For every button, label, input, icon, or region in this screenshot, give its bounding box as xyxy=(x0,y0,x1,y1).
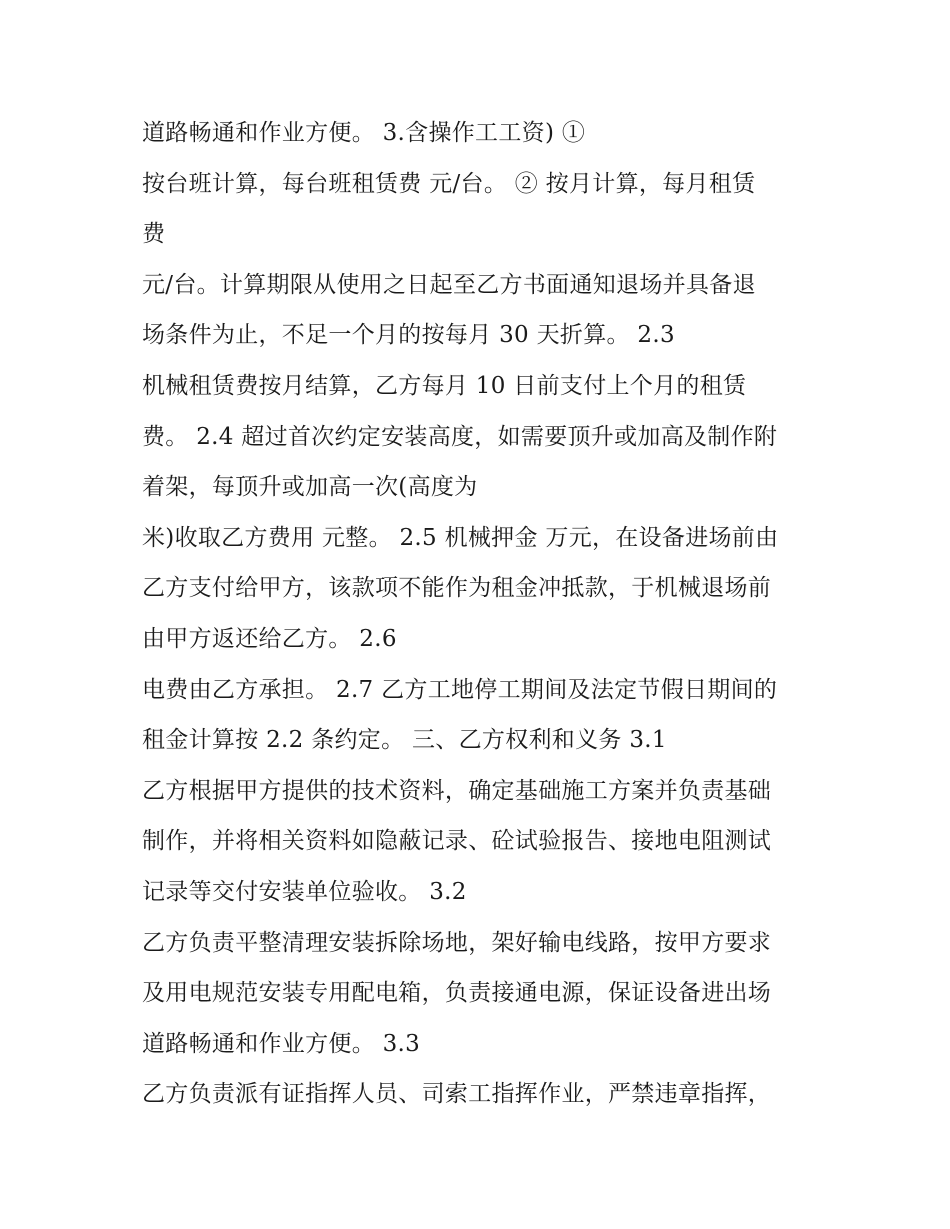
text-line: 费。 2.4 超过首次约定安装高度，如需要顶升或加高及制作附 xyxy=(142,423,778,450)
text-line: 机械租赁费按月结算，乙方每月 10 日前支付上个月的租赁 xyxy=(142,372,747,399)
text-line: 租金计算按 2.2 条约定。 三、乙方权利和义务 3.1 xyxy=(142,727,667,754)
text-line: 记录等交付安装单位验收。 3.2 xyxy=(142,878,467,905)
text-line: 由甲方返还给乙方。 2.6 xyxy=(142,625,397,652)
text-line: 电费由乙方承担。 2.7 乙方工地停工期间及法定节假日期间的 xyxy=(142,676,778,703)
text-line: 乙方根据甲方提供的技术资料，确定基础施工方案并负责基础 xyxy=(142,777,772,804)
text-line: 费 xyxy=(142,221,166,248)
text-line: 乙方支付给甲方，该款项不能作为租金冲抵款，于机械退场前 xyxy=(142,575,772,602)
text-line: 着架，每顶升或加高一次(高度为 xyxy=(142,474,478,501)
text-line: 场条件为止，不足一个月的按每月 30 天折算。 2.3 xyxy=(142,322,675,349)
text-line: 制作，并将相关资料如隐蔽记录、砼试验报告、接地电阻测试 xyxy=(142,828,772,855)
text-line: 元/台。计算期限从使用之日起至乙方书面通知退场并具备退 xyxy=(142,271,756,298)
text-line: 米)收取乙方费用 元整。 2.5 机械押金 万元，在设备进场前由 xyxy=(142,524,779,551)
text-line: 道路畅通和作业方便。 3.3 xyxy=(142,1030,421,1057)
document-body xyxy=(142,108,822,1120)
text-line: 按台班计算，每台班租赁费 元/台。 ② 按月计算，每月租赁 xyxy=(142,170,756,197)
text-line: 及用电规范安装专用配电箱，负责接通电源，保证设备进出场 xyxy=(142,980,772,1007)
text-line: 道路畅通和作业方便。 3.含操作工工资) ① xyxy=(142,120,586,146)
text-line: 乙方负责派有证指挥人员、司索工指挥作业，严禁违章指挥， xyxy=(142,1081,772,1108)
text-line: 乙方负责平整清理安装拆除场地，架好输电线路，按甲方要求 xyxy=(142,929,772,956)
